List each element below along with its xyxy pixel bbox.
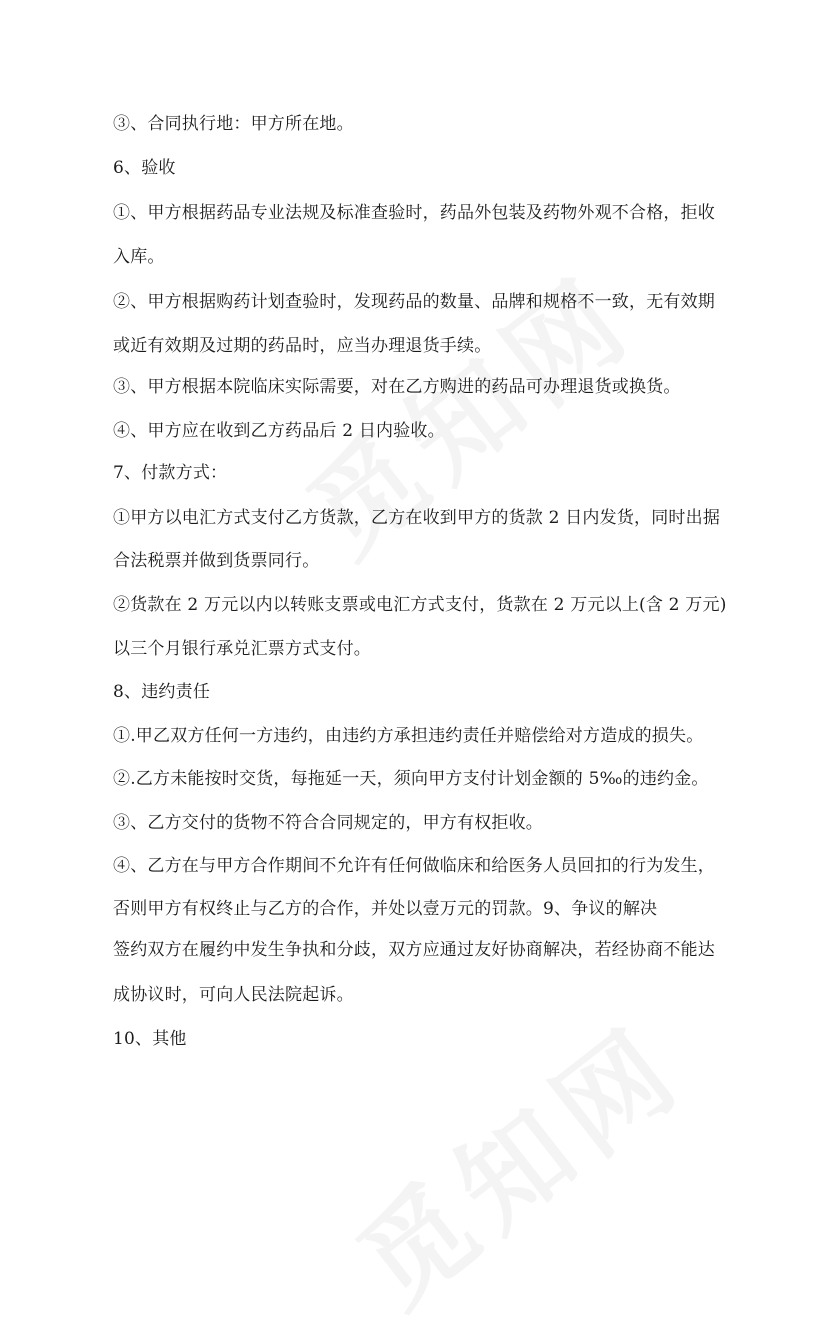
dispute-text: 签约双方在履约中发生争执和分歧，双方应通过友好协商解决，若经协商不能达 (113, 940, 715, 960)
liability-item-3: ③、乙方交付的货物不符合合同规定的，甲方有权拒收。 (113, 813, 543, 833)
dispute-text-cont: 成协议时，可向人民法院起诉。 (113, 985, 354, 1005)
payment-item-1-cont: 合法税票并做到货票同行。 (113, 551, 320, 571)
acceptance-item-4: ④、甲方应在收到乙方药品后 2 日内验收。 (113, 421, 445, 441)
payment-item-2-cont: 以三个月银行承兑汇票方式支付。 (113, 639, 371, 659)
payment-item-1: ①甲方以电汇方式支付乙方货款，乙方在收到甲方的货款 2 日内发货，同时出据 (113, 508, 721, 528)
acceptance-item-2: ②、甲方根据购药计划查验时，发现药品的数量、品牌和规格不一致，无有效期 (113, 292, 715, 312)
acceptance-item-1-cont: 入库。 (113, 247, 165, 267)
liability-item-2: ②.乙方未能按时交货，每拖延一天，须向甲方支付计划金额的 5‰的违约金。 (113, 769, 709, 789)
section-heading-other: 10、其他 (113, 1029, 187, 1049)
section-heading-payment: 7、付款方式： (113, 463, 228, 483)
clause-execution-place: ③、合同执行地：甲方所在地。 (113, 114, 354, 134)
acceptance-item-2-cont: 或近有效期及过期的药品时，应当办理退货手续。 (113, 336, 492, 356)
liability-item-1: ①.甲乙双方任何一方违约，由违约方承担违约责任并赔偿给对方造成的损失。 (113, 726, 704, 746)
section-heading-liability: 8、违约责任 (113, 682, 211, 702)
acceptance-item-3: ③、甲方根据本院临床实际需要，对在乙方购进的药品可办理退货或换货。 (113, 377, 681, 397)
watermark (271, 232, 661, 586)
liability-item-4-cont: 否则甲方有权终止与乙方的合作，并处以壹万元的罚款。9、争议的解决 (113, 899, 658, 919)
liability-item-4: ④、乙方在与甲方合作期间不允许有任何做临床和给医务人员回扣的行为发生， (113, 856, 715, 876)
section-heading-acceptance: 6、验收 (113, 158, 176, 178)
acceptance-item-1: ①、甲方根据药品专业法规及标准查验时，药品外包装及药物外观不合格，拒收 (113, 203, 715, 223)
payment-item-2: ②货款在 2 万元以内以转账支票或电汇方式支付，货款在 2 万元以上(含 2 万元) (113, 595, 727, 615)
